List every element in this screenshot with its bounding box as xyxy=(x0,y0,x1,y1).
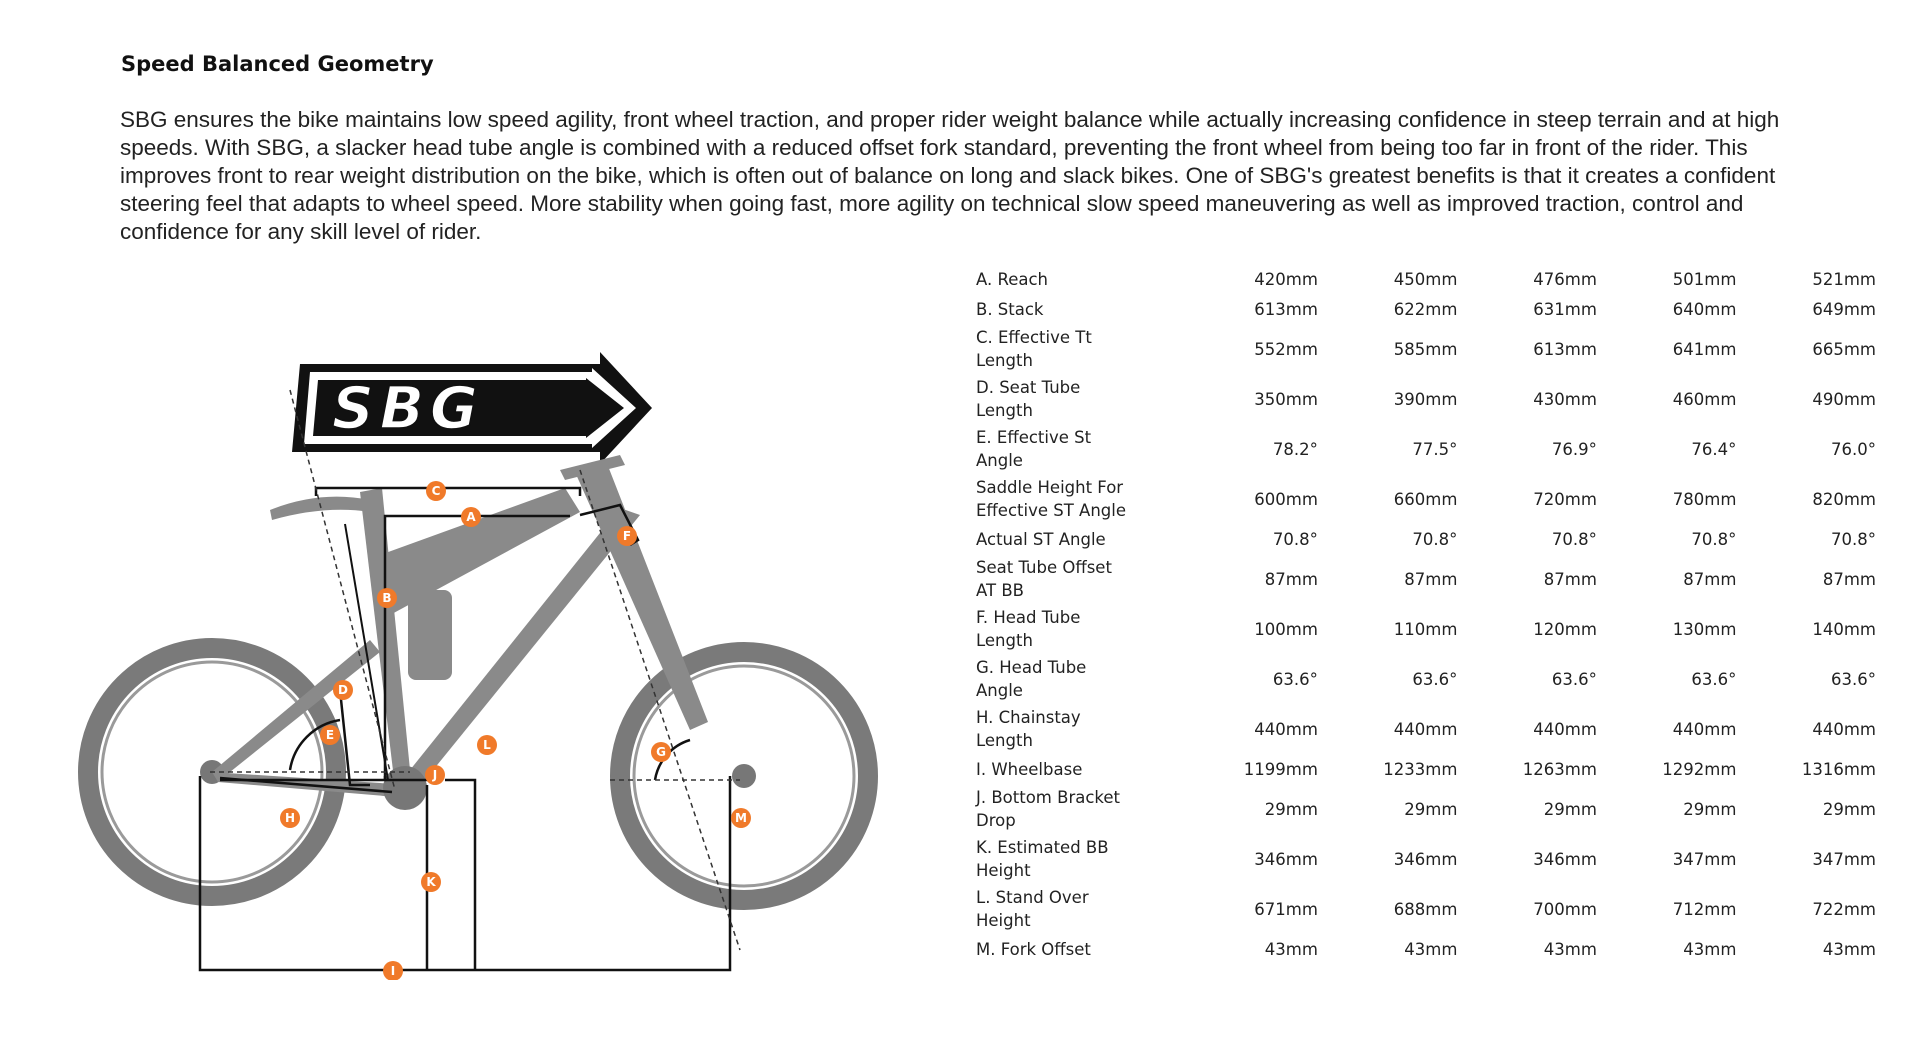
logo-text: SBG xyxy=(332,374,484,442)
row-label-line: Saddle Height For xyxy=(976,478,1124,497)
row-value: 70.8° xyxy=(1412,529,1458,549)
row-value: 63.6° xyxy=(1272,669,1318,689)
row-value: 501mm xyxy=(1672,269,1737,289)
row-value: 613mm xyxy=(1254,299,1318,319)
row-value: 347mm xyxy=(1672,849,1737,869)
row-value: 631mm xyxy=(1533,299,1597,319)
marker-b xyxy=(377,588,397,608)
row-label xyxy=(976,374,1178,424)
row-value: 1263mm xyxy=(1522,759,1597,779)
table-row xyxy=(976,374,1876,424)
row-value: 430mm xyxy=(1533,389,1597,409)
row-label-line: Length xyxy=(976,631,1033,650)
row-label-line: B. Stack xyxy=(976,299,1044,319)
table-row xyxy=(976,554,1876,604)
row-value: 78.2° xyxy=(1272,439,1318,459)
row-label xyxy=(976,474,1178,524)
svg-text:A: A xyxy=(466,510,476,524)
row-label-line: Length xyxy=(976,351,1033,370)
row-value: 722mm xyxy=(1812,899,1876,919)
row-value: 641mm xyxy=(1672,339,1737,359)
row-value: 43mm xyxy=(1543,939,1597,959)
row-value: 1316mm xyxy=(1801,759,1876,779)
row-value: 613mm xyxy=(1533,339,1597,359)
row-label-line: Angle xyxy=(976,681,1023,700)
row-value: 700mm xyxy=(1533,899,1597,919)
row-value: 640mm xyxy=(1672,299,1737,319)
row-value: 450mm xyxy=(1393,269,1458,289)
row-value: 76.0° xyxy=(1831,439,1876,459)
svg-text:I: I xyxy=(390,964,396,978)
row-label xyxy=(976,424,1178,474)
marker-g xyxy=(651,742,671,762)
marker-d xyxy=(333,680,353,700)
row-value: 87mm xyxy=(1822,569,1876,589)
row-label-line: M. Fork Offset xyxy=(976,939,1091,959)
row-value: 649mm xyxy=(1812,299,1876,319)
row-value: 63.6° xyxy=(1831,669,1876,689)
row-label-line: Length xyxy=(976,401,1033,420)
row-value: 29mm xyxy=(1543,799,1597,819)
row-value: 76.4° xyxy=(1691,439,1737,459)
table-row xyxy=(976,834,1876,884)
svg-text:B: B xyxy=(382,591,392,605)
row-label xyxy=(976,264,1178,294)
row-label-line: J. Bottom Bracket xyxy=(976,788,1120,807)
row-value: 120mm xyxy=(1533,619,1597,639)
row-label-line: A. Reach xyxy=(976,269,1049,289)
row-value: 622mm xyxy=(1393,299,1458,319)
row-value: 70.8° xyxy=(1272,529,1318,549)
row-label-line: Seat Tube Offset xyxy=(976,558,1112,577)
table-row xyxy=(976,884,1876,934)
row-label-line: D. Seat Tube xyxy=(976,378,1081,397)
row-value: 552mm xyxy=(1254,339,1318,359)
marker-m xyxy=(731,808,751,828)
row-label xyxy=(976,934,1178,964)
marker-h xyxy=(280,808,300,828)
table-row xyxy=(976,784,1876,834)
table-row xyxy=(976,424,1876,474)
row-label xyxy=(976,884,1178,934)
row-value: 43mm xyxy=(1683,939,1737,959)
row-label-line: Length xyxy=(976,731,1033,750)
row-label xyxy=(976,834,1178,884)
row-value: 140mm xyxy=(1812,619,1876,639)
svg-text:K: K xyxy=(426,875,436,889)
row-label-line: Angle xyxy=(976,451,1023,470)
svg-text:C: C xyxy=(431,484,441,498)
geometry-table xyxy=(976,264,1876,964)
row-value: 720mm xyxy=(1533,489,1597,509)
marker-f xyxy=(617,526,637,546)
page-title: Speed Balanced Geometry xyxy=(121,52,434,76)
row-label-line: I. Wheelbase xyxy=(976,759,1083,779)
table-row xyxy=(976,324,1876,374)
row-value: 77.5° xyxy=(1412,439,1458,459)
row-value: 346mm xyxy=(1533,849,1597,869)
row-value: 70.8° xyxy=(1831,529,1876,549)
row-value: 63.6° xyxy=(1551,669,1597,689)
svg-text:G: G xyxy=(656,745,666,759)
row-value: 440mm xyxy=(1533,719,1597,739)
row-value: 43mm xyxy=(1822,939,1876,959)
row-label-line: C. Effective Tt xyxy=(976,328,1092,347)
row-label-line: Drop xyxy=(976,811,1016,830)
row-label-line: L. Stand Over xyxy=(976,888,1089,907)
row-label xyxy=(976,654,1178,704)
row-value: 87mm xyxy=(1543,569,1597,589)
svg-text:J: J xyxy=(432,768,438,782)
row-value: 440mm xyxy=(1393,719,1458,739)
row-value: 43mm xyxy=(1404,939,1458,959)
row-value: 490mm xyxy=(1812,389,1876,409)
row-value: 347mm xyxy=(1812,849,1876,869)
row-value: 600mm xyxy=(1254,489,1318,509)
row-value: 420mm xyxy=(1254,269,1318,289)
marker-k xyxy=(421,872,441,892)
marker-e xyxy=(320,725,340,745)
svg-text:E: E xyxy=(325,728,335,742)
marker-c xyxy=(426,481,446,501)
svg-text:F: F xyxy=(622,529,632,543)
row-value: 1233mm xyxy=(1383,759,1458,779)
table-row xyxy=(976,654,1876,704)
row-label-line: Effective ST Angle xyxy=(976,501,1126,520)
geometry-diagram xyxy=(40,340,920,980)
row-label-line: H. Chainstay xyxy=(976,708,1081,727)
row-value: 440mm xyxy=(1812,719,1876,739)
row-value: 440mm xyxy=(1672,719,1737,739)
row-value: 1199mm xyxy=(1243,759,1318,779)
table-row xyxy=(976,934,1876,964)
row-value: 820mm xyxy=(1812,489,1876,509)
row-value: 29mm xyxy=(1264,799,1318,819)
row-value: 87mm xyxy=(1404,569,1458,589)
row-value: 29mm xyxy=(1822,799,1876,819)
row-label xyxy=(976,704,1178,754)
row-value: 346mm xyxy=(1254,849,1318,869)
row-value: 665mm xyxy=(1812,339,1876,359)
row-value: 660mm xyxy=(1393,489,1458,509)
row-label-line: G. Head Tube xyxy=(976,658,1087,677)
row-value: 70.8° xyxy=(1691,529,1737,549)
row-value: 346mm xyxy=(1393,849,1458,869)
row-value: 43mm xyxy=(1264,939,1318,959)
row-label-line: Height xyxy=(976,911,1031,930)
row-value: 130mm xyxy=(1672,619,1737,639)
table-row xyxy=(976,754,1876,784)
row-value: 110mm xyxy=(1393,619,1458,639)
svg-text:L: L xyxy=(483,738,491,752)
row-label xyxy=(976,294,1178,324)
sbg-logo xyxy=(292,352,652,464)
row-label xyxy=(976,554,1178,604)
row-value: 29mm xyxy=(1404,799,1458,819)
row-value: 87mm xyxy=(1683,569,1737,589)
row-label xyxy=(976,784,1178,834)
row-value: 585mm xyxy=(1393,339,1458,359)
row-label xyxy=(976,524,1178,554)
row-value: 671mm xyxy=(1254,899,1318,919)
row-label-line: F. Head Tube xyxy=(976,608,1081,627)
svg-text:H: H xyxy=(284,811,296,825)
row-value: 440mm xyxy=(1254,719,1318,739)
row-value: 476mm xyxy=(1533,269,1597,289)
row-value: 350mm xyxy=(1254,389,1318,409)
row-value: 1292mm xyxy=(1662,759,1737,779)
marker-a xyxy=(461,507,481,527)
table-row xyxy=(976,264,1876,294)
table-row xyxy=(976,604,1876,654)
row-label xyxy=(976,324,1178,374)
row-label-line: AT BB xyxy=(976,581,1024,600)
row-value: 390mm xyxy=(1393,389,1458,409)
row-value: 460mm xyxy=(1672,389,1737,409)
row-value: 87mm xyxy=(1264,569,1318,589)
geometry-table-body xyxy=(976,264,1876,964)
svg-text:M: M xyxy=(735,811,747,825)
row-value: 780mm xyxy=(1672,489,1737,509)
row-value: 521mm xyxy=(1812,269,1876,289)
row-value: 688mm xyxy=(1393,899,1458,919)
table-row xyxy=(976,294,1876,324)
row-value: 100mm xyxy=(1254,619,1318,639)
row-value: 712mm xyxy=(1672,899,1737,919)
row-value: 63.6° xyxy=(1691,669,1737,689)
row-label-line: K. Estimated BB xyxy=(976,838,1109,857)
row-value: 63.6° xyxy=(1412,669,1458,689)
logo-subtitle: SPEED BALANCED GEOMETRY xyxy=(322,450,527,463)
row-label-line: E. Effective St xyxy=(976,428,1092,447)
marker-i xyxy=(383,961,403,980)
svg-text:D: D xyxy=(338,683,348,697)
table-row xyxy=(976,704,1876,754)
row-label-line: Height xyxy=(976,861,1031,880)
row-label xyxy=(976,754,1178,784)
marker-l xyxy=(477,735,497,755)
page-description: SBG ensures the bike maintains low speed agility, front wheel traction, and proper rider weight balance while actually increasing confidence in steep terrain and at high speeds. With SBG, a slacker head tube angle is combined with a reduced offset fork standard, preventing the front wheel from being too far in front of the rider. This improves front to rear weight distribution on the bike, which is often out of balance on long and slack bikes. One of SBG's greatest benefits is that it creates a confident steering feel that adapts to wheel speed. More stability when going fast, more agility on technical slow speed maneuvering as well as improved traction, control and confidence for any skill level of rider. xyxy=(120,107,1780,244)
marker-j xyxy=(425,765,445,785)
row-value: 76.9° xyxy=(1551,439,1597,459)
row-value: 70.8° xyxy=(1551,529,1597,549)
front-wheel xyxy=(620,652,868,900)
row-value: 29mm xyxy=(1683,799,1737,819)
table-row xyxy=(976,474,1876,524)
table-row xyxy=(976,524,1876,554)
row-label xyxy=(976,604,1178,654)
row-label-line: Actual ST Angle xyxy=(976,529,1106,549)
